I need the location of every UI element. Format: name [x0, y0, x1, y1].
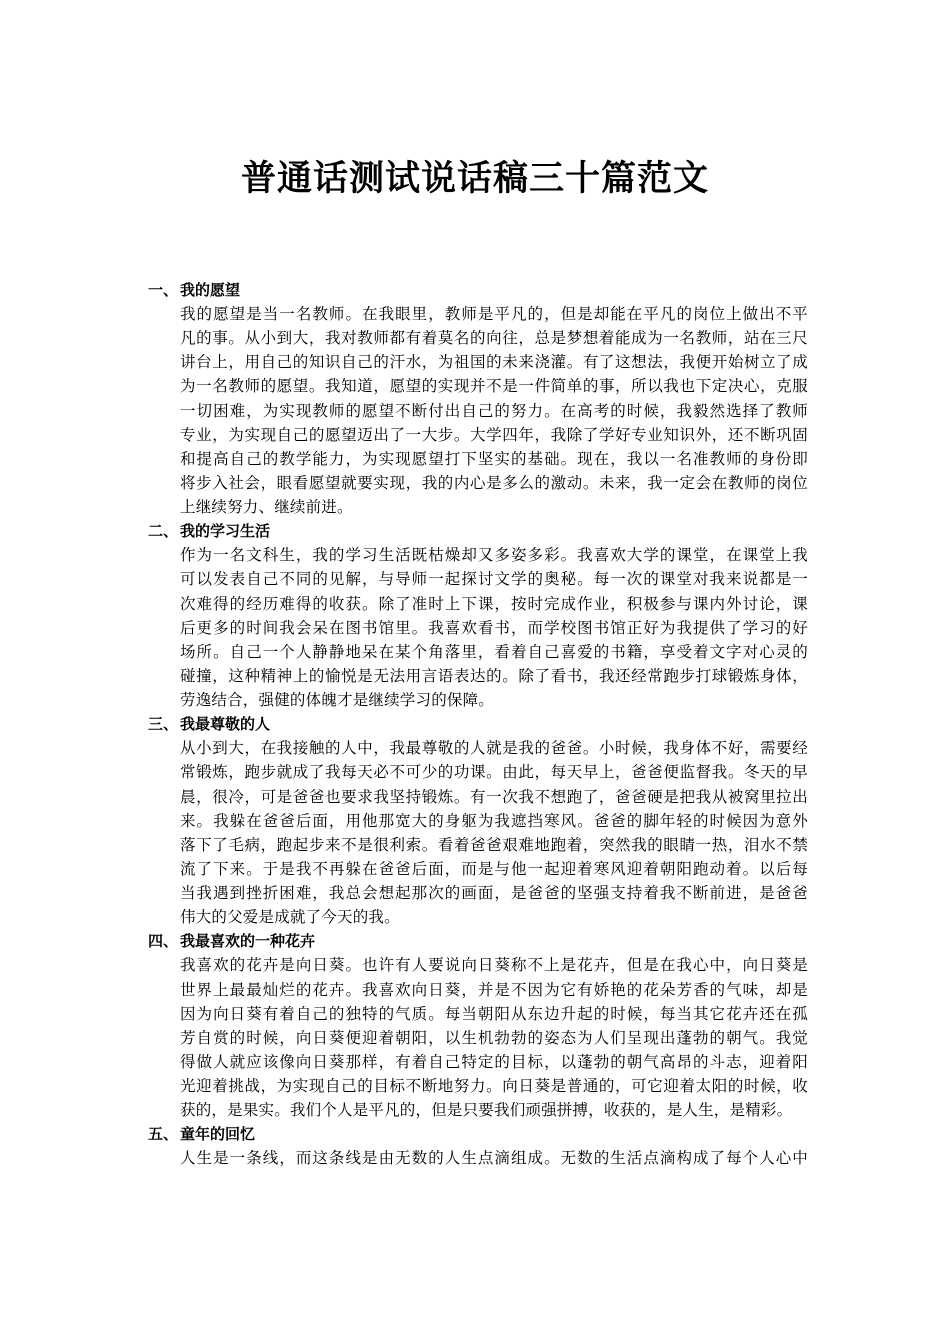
paragraph-line: 芳自赏的时候，向日葵便迎着朝阳，以生机勃勃的姿态为人们呈现出蓬勃的朝气。我觉 [180, 1028, 808, 1047]
paragraph-line: 专业，为实现自己的愿望迈出了一大步。大学四年，我除了学好专业知识外，还不断巩固 [180, 425, 808, 444]
paragraph-line: 落下了毛病，跑起步来不是很利索。看着爸爸艰难地跑着，突然我的眼睛一热，泪水不禁 [180, 835, 808, 854]
section-heading [148, 712, 810, 736]
paragraph-line: 获的，是果实。我们个人是平凡的，但是只要我们顽强拼搏，收获的，是人生，是精彩。 [180, 1101, 793, 1120]
section-heading [148, 929, 810, 953]
paragraph-line: 可以发表自己不同的见解，与导师一起探讨文学的奥秘。每一次的课堂对我来说都是一 [180, 570, 808, 589]
paragraph-line: 作为一名文科生，我的学习生活既枯燥却又多姿多彩。我喜欢大学的课堂，在课堂上我 [180, 546, 808, 565]
paragraph-line: 人生是一条线，而这条线是由无数的人生点滴组成。无数的生活点滴构成了每个人心中 [180, 1149, 808, 1168]
paragraph-line: 次难得的经历难得的收获。除了准时上下课，按时完成作业，积极参与课内外讨论，课 [180, 594, 808, 613]
paragraph-line: 后更多的时间我会呆在图书馆里。我喜欢看书，而学校图书馆正好为我提供了学习的好 [180, 618, 808, 637]
section-paragraph [180, 543, 808, 712]
paragraph-line: 光迎着挑战，为实现自己的目标不断地努力。向日葵是普通的，可它迎着太阳的时候，收 [180, 1077, 808, 1096]
paragraph-line: 来。我躲在爸爸后面，用他那宽大的身躯为我遮挡寒风。爸爸的脚年轻的时候因为意外 [180, 811, 808, 830]
paragraph-line: 世界上最最灿烂的花卉。我喜欢向日葵，并是不因为它有娇艳的花朵芳香的气味，却是 [180, 980, 808, 999]
section-heading-text: 我最尊敬的人 [180, 715, 271, 734]
paragraph-line: 当我遇到挫折困难，我总会想起那次的画面，是爸爸的坚强支持着我不断前进，是爸爸 [180, 884, 808, 903]
paragraph-line: 一切困难，为实现教师的愿望不断付出自己的努力。在高考的时候，我毅然选择了教师 [180, 401, 808, 420]
section-paragraph [180, 736, 808, 929]
section-heading-text: 童年的回忆 [180, 1125, 256, 1144]
paragraph-line: 得做人就应该像向日葵那样，有着自己特定的目标，以蓬勃的朝气高昂的斗志，迎着阳 [180, 1052, 808, 1071]
section-number: 三、 [148, 715, 179, 734]
section-number: 五、 [148, 1125, 179, 1144]
section-heading [148, 1122, 810, 1146]
paragraph-line: 晨，很冷，可是爸爸也要求我坚持锻炼。有一次我不想跑了，爸爸硬是把我从被窝里拉出 [180, 787, 808, 806]
section-paragraph [180, 302, 808, 519]
paragraph-line: 碰撞，这种精神上的愉悦是无法用言语表达的。除了看书，我还经常跑步打球锻炼身体， [180, 666, 808, 685]
section-heading-text: 我的愿望 [180, 281, 241, 299]
section-heading-text: 我的学习生活 [180, 522, 271, 541]
paragraph-line: 为一名教师的愿望。我知道，愿望的实现并不是一件简单的事，所以我也下定决心，克服 [180, 377, 808, 396]
paragraph-line: 伟大的父爱是成就了今天的我。 [180, 908, 400, 927]
section-paragraph [180, 953, 808, 1122]
paragraph-line: 劳逸结合，强健的体魄才是继续学习的保障。 [180, 691, 495, 710]
paragraph-line: 凡的事。从小到大，我对教师都有着莫名的向往，总是梦想着能成为一名教师，站在三尺 [180, 329, 808, 348]
section-number: 二、 [148, 522, 179, 541]
paragraph-line: 讲台上，用自己的知识自己的汗水，为祖国的未来浇灌。有了这想法，我便开始树立了成 [180, 353, 808, 372]
paragraph-line: 将步入社会，眼看愿望就要实现，我的内心是多么的激动。未来，我一定会在教师的岗位 [180, 473, 808, 492]
section-number: 四、 [148, 932, 179, 951]
section-number: 一、 [148, 281, 179, 299]
section-heading [148, 278, 810, 302]
section-heading-text: 我最喜欢的一种花卉 [180, 932, 316, 951]
paragraph-line: 常锻炼，跑步就成了我每天必不可少的功课。由此，每天早上，爸爸便监督我。冬天的早 [180, 763, 808, 782]
section-heading [148, 519, 810, 543]
paragraph-line: 从小到大，在我接触的人中，我最尊敬的人就是我的爸爸。小时候，我身体不好，需要经 [180, 739, 808, 758]
paragraph-line: 场所。自己一个人静静地呆在某个角落里，看着自己喜爱的书籍，享受着文字对心灵的 [180, 642, 808, 661]
paragraph-line: 因为向日葵有着自己的独特的气质。每当朝阳从东边升起的时候，每当其它花卉还在孤 [180, 1004, 808, 1023]
paragraph-line: 我的愿望是当一名教师。在我眼里，教师是平凡的，但是却能在平凡的岗位上做出不平 [180, 305, 808, 323]
paragraph-line: 和提高自己的教学能力，为实现愿望打下坚实的基础。现在，我以一名准教师的身份即 [180, 449, 808, 468]
document-body [148, 278, 810, 1171]
page-title: 普通话测试说话稿三十篇范文 [240, 158, 709, 199]
paragraph-line: 流了下来。于是我不再躲在爸爸后面，而是与他一起迎着寒风迎着朝阳跑动着。以后每 [180, 859, 808, 878]
paragraph-line: 上继续努力、继续前进。 [180, 498, 353, 517]
section-paragraph [180, 1146, 808, 1170]
paragraph-line: 我喜欢的花卉是向日葵。也许有人要说向日葵称不上是花卉，但是在我心中，向日葵是 [180, 956, 808, 975]
